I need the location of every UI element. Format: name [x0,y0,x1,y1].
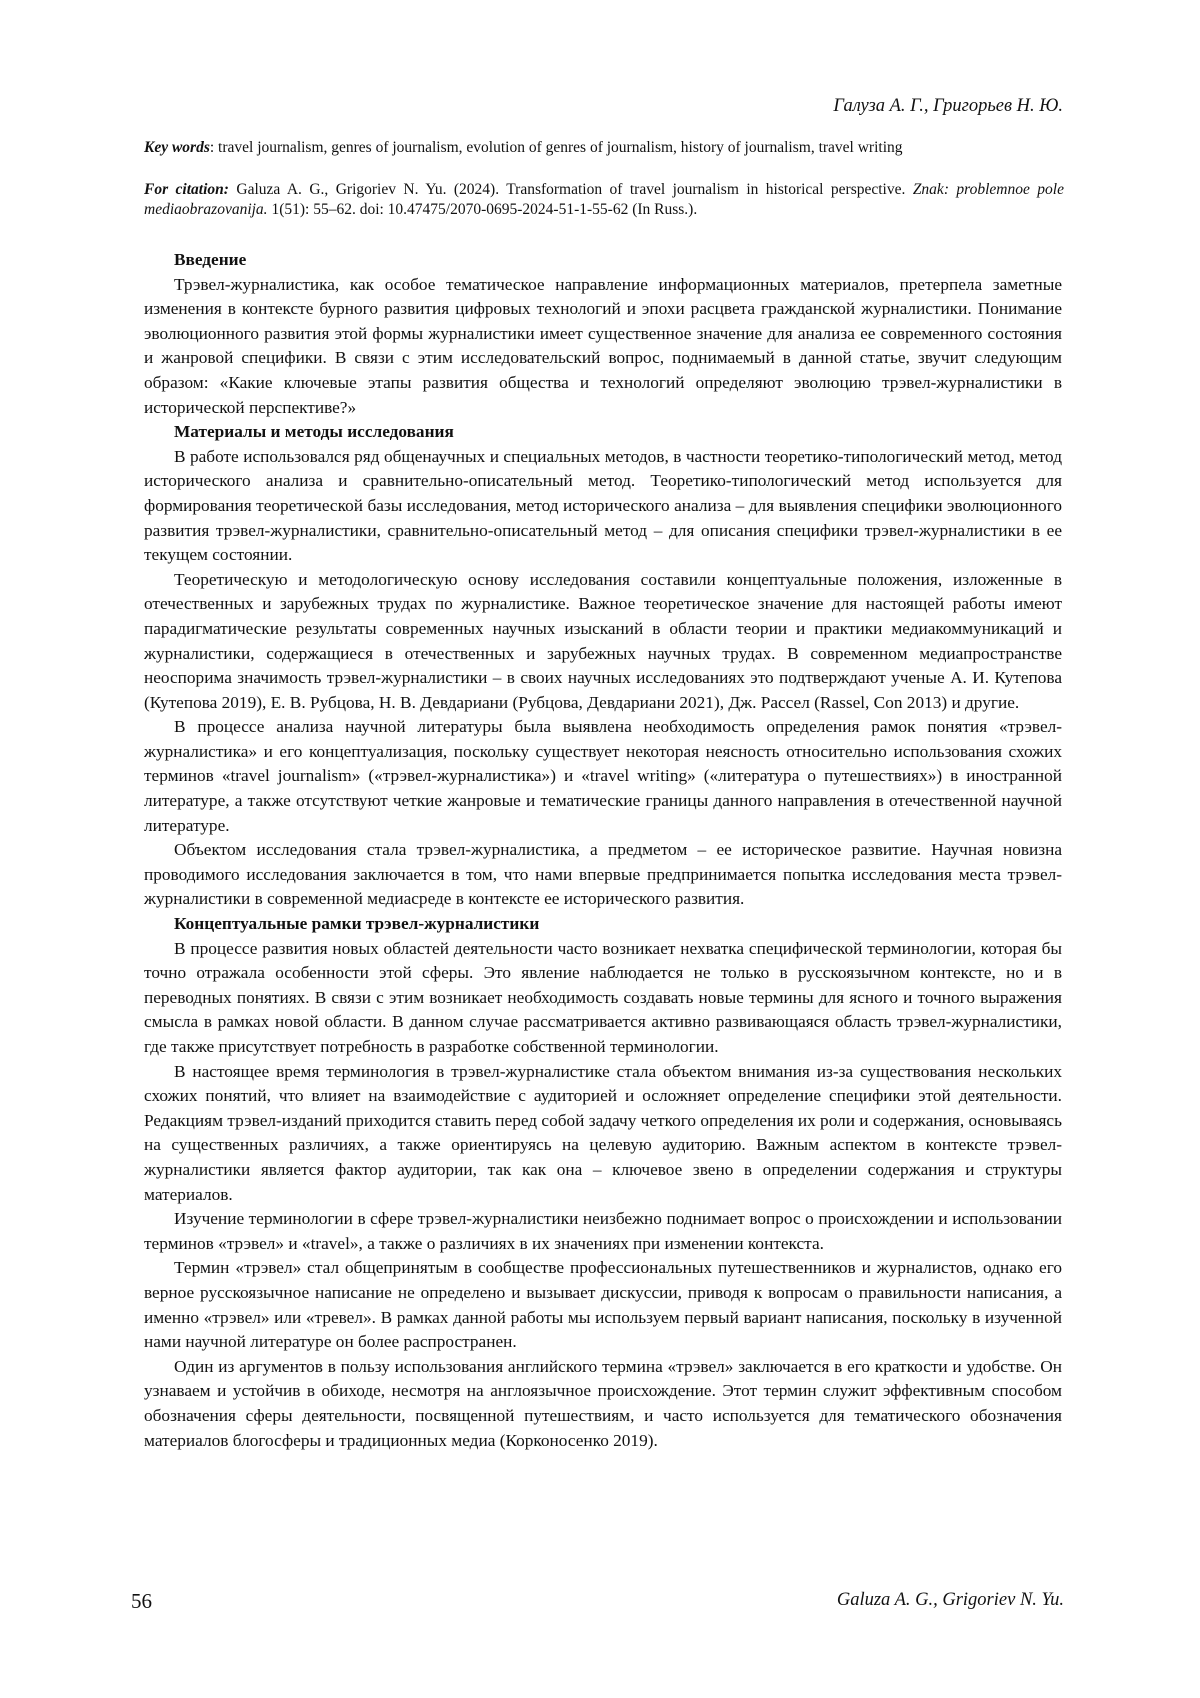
keywords [144,138,1064,158]
running-head: Галуза А. Г., Григорьев Н. Ю. [833,96,1063,116]
citation-text: Galuza A. G., Grigoriev N. Yu. (2024). Transformation of travel journalism in historical perspective. [228,181,913,198]
article-body [144,248,1062,1453]
keywords-label: Key words [144,139,210,156]
paragraph: В процессе развития новых областей деятельности часто возникает нехватка специфической терминологии, которая бы точно отражала особенности этой сферы. Это явление наблюдается не только в русскоязычном контексте, но и в переводных понятиях. В связи с этим возникает необходимость создавать новые термины для ясного и точного выражения смысла в рамках новой области. В данном случае рассматривается активно развивающаяся область трэвел-журналистики, где также присутствует потребность в разработке собственной терминологии. [144,938,1062,1056]
paragraph: В процессе анализа научной литературы была выявлена необходимость определения рамок понятия «трэвел-журналистика» и его концептуализация, поскольку существует некоторая неясность относительно использования схожих терминов «travel journalism» («трэвел-журналистика») и «travel writing» («литература о путешествиях») в иностранной литературе, а также отсутствуют четкие жанровые и тематические границы данного направления в отечественной научной литературе. [144,717,1062,835]
paragraph: В работе использовался ряд общенаучных и специальных методов, в частности теоретико-типологический метод, метод исторического анализа и сравнительно-описательный метод. Теоретико-типологический метод используется для формирования теоретической базы исследования, метод исторического анализа – для выявления специфики эволюционного развития трэвел-журналистики, сравнительно-описательный метод – для описания специфики трэвел-журналистики в ее текущем состоянии. [144,446,1062,565]
citation [144,180,1064,220]
section-heading-intro: Введение [174,250,247,269]
footer-authors: Galuza A. G., Grigoriev N. Yu. [836,1590,1064,1610]
paragraph: Теоретическую и методологическую основу исследования составили концептуальные положения, изложенные в отечественных и зарубежных трудах по журналистике. Важное теоретическое значение для настоящей работы имеют парадигматические результаты современных научных изысканий в области теории и практики медиакоммуникаций и журналистики, содержащиеся в отечественных и зарубежных научных трудах. В современном медиапространстве неоспорима значимость трэвел-журналистики – в своих научных исследованиях это подтверждают ученые А. И. Кутепова (Кутепова 2019), Е. В. Рубцова, Н. В. Девдариани (Рубцова, Девдариани 2021), Дж. Рассел (Rassel, Con 2013) и другие. [144,569,1062,712]
paragraph: Один из аргументов в пользу использования английского термина «трэвел» заключается в его краткости и удобстве. Он узнаваем и устойчив в обиходе, несмотря на англоязычное происхождение. Этот термин служит эффективным способом обозначения сферы деятельности, посвященной путешествиям, и часто используется для тематического обозначения материалов блогосферы и традиционных медиа (Корконосенко 2019). [144,1356,1062,1450]
paragraph: Термин «трэвел» стал общепринятым в сообществе профессиональных путешественников и журналистов, однако его верное русскоязычное написание не определено и вызывает дискуссии, приводя к вопросам о правильности написания, а именно «трэвел» или «тревел». В рамках данной работы мы используем первый вариант написания, поскольку в изученной нами научной литературе он более распространен. [144,1258,1062,1352]
page-number: 56 [131,1589,152,1613]
citation-journal: Znak: problemnoe pole mediaobrazovanija. [144,181,1064,218]
paragraph: В настоящее время терминология в трэвел-журналистике стала объектом внимания из-за существования нескольких схожих понятий, что влияет на взаимодействие с аудиторией и осложняет определение специфики этой деятельности. Редакциям трэвел-изданий приходится ставить перед собой задачу четкого определения их роли и содержания, основываясь на существенных различиях, а также ориентируясь на целевую аудиторию. Важным аспектом в контексте трэвел-журналистики является фактор аудитории, так как она – ключевое звено в определении содержания и структуры материалов. [144,1061,1062,1204]
paragraph: Изучение терминологии в сфере трэвел-журналистики неизбежно поднимает вопрос о происхождении и использовании терминов «трэвел» и «travel», а также о различиях в их значениях при изменении контекста. [144,1209,1062,1253]
keywords-text: : travel journalism, genres of journalism, evolution of genres of journalism, history of journalism, travel writing [209,139,903,156]
paragraph: Объектом исследования стала трэвел-журналистика, а предметом – ее историческое развитие. Научная новизна проводимого исследования заключается в том, что нами впервые предпринимается попытка исследования места трэвел-журналистики в современной медиасреде в контексте ее исторического развития. [144,840,1062,909]
paragraph: Трэвел-журналистика, как особое тематическое направление информационных материалов, претерпела заметные изменения в контексте бурного развития цифровых технологий и эпохи расцвета гражданской журналистики. Понимание эволюционного развития этой формы журналистики имеет существенное значение для анализа ее современного состояния и жанровой специфики. В связи с этим исследовательский вопрос, поднимаемый в данной статье, звучит следующим образом: «Какие ключевые этапы развития общества и технологий определяют эволюцию трэвел-журналистики в исторической перспективе?» [144,274,1062,417]
section-heading-methods: Материалы и методы исследования [174,422,454,442]
citation-label: For citation: [144,181,229,198]
section-heading-concept: Концептуальные рамки трэвел-журналистики [174,914,540,934]
citation-tail: 1(51): 55–62. doi: 10.47475/2070-0695-2024-51-1-55-62 (In Russ.). [267,201,698,218]
